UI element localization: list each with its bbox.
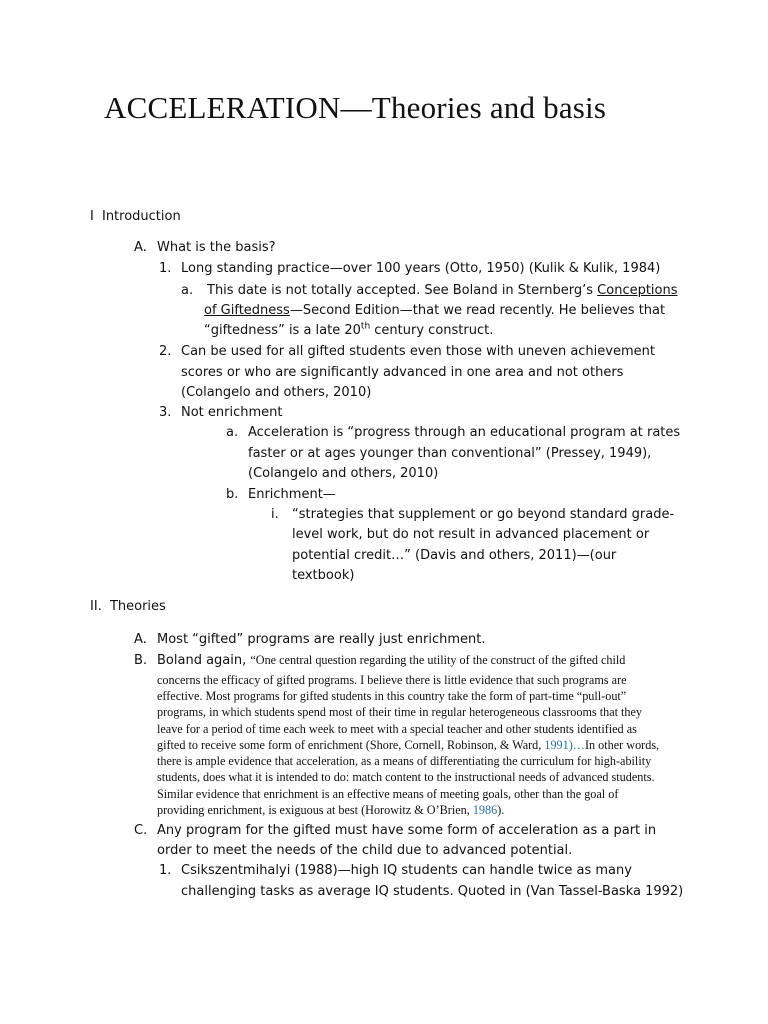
superscript: th [360,321,371,332]
outline-item-1a-line3 [204,321,493,341]
text-run: In other words, [584,738,660,752]
quote-line: leave for a period of time each week to meet with a special teacher and other students identified as [157,722,637,736]
text-run: —Second Edition—that we read recently. He believes that [289,303,666,318]
text-run: providing enrichment, is exiguous at best (Horowitz & O’Brien, [157,803,473,817]
outline-item-II-B-label: B. [134,653,148,668]
item-text: Long standing practice—over 100 years (Otto, 1950) (Kulik & Kulik, 1984) [181,261,661,276]
quote-line: Similar evidence that enrichment is an effective means of meeting goals, other than the goal of [157,787,619,801]
quote-line: effective. Most programs for gifted students in this country take the form of part-time “pull-out” [157,689,627,703]
outline-item-3a-line3: (Colangelo and others, 2010) [248,466,439,481]
quote-text: “One central question regarding the utility of the construct of the gifted child [250,653,626,667]
outline-item-3a-label: a. [226,425,239,440]
outline-item-A [134,238,276,258]
book-title-link: of Giftedness [204,303,290,318]
book-title-link: Conceptions [597,283,678,298]
text-run: “giftedness” is a late 20 [204,323,361,338]
outline-item-3b-text: Enrichment— [248,487,336,502]
outline-item-II-C1-line2: challenging tasks as average IQ students. Quoted in (Van Tassel-Baska 1992) [181,884,684,899]
section-ii-heading [90,599,166,614]
outline-item-2-line2: scores or who are significantly advanced in one area and not others [181,365,624,380]
section-title: Theories [109,599,166,614]
outline-item-3b-label: b. [226,487,239,502]
quote-line: there is ample evidence that acceleration, as a means of differentiating the curriculum for high-ability [157,754,652,768]
outline-item-3a-line1: Acceleration is “progress through an educational program at rates [248,425,681,440]
quote-line [157,802,504,818]
section-number: II. [90,599,102,614]
text-run: gifted to receive some form of enrichment (Shore, Cornell, Robinson, & Ward, [157,738,545,752]
outline-item-2-line1: Can be used for all gifted students even those with uneven achievement [181,344,655,359]
item-label: A. [134,240,147,255]
outline-item-II-B-line1 [157,651,625,671]
outline-item-1a-label: a. [181,283,194,298]
outline-item-1a-line2 [204,301,665,321]
outline-item-1a-line1 [207,281,678,301]
quote-line: students, does what it is intended to do: match content to the instructional needs of advanced students. [157,770,655,784]
section-title: Introduction [101,209,181,224]
item-text: Most “gifted” programs are really just enrichment. [157,632,486,647]
text-run: century construct. [370,323,494,338]
outline-item-3bi-line3: potential credit…” (Davis and others, 2011)—(our [292,548,617,563]
item-label: A. [134,632,147,647]
outline-item-II-C-label: C. [134,823,148,838]
quote-line: programs, in which students spend most of their time in regular heterogeneous classrooms that they [157,705,643,719]
item-text: What is the basis? [157,240,276,255]
citation-link[interactable]: 1991 [544,738,569,752]
section-number: I [90,209,94,224]
outline-item-1 [159,259,661,279]
outline-item-II-C1-label: 1. [159,863,172,878]
quote-line [157,737,659,753]
text-run: This date is not totally accepted. See Boland in Sternberg’s [207,283,598,298]
outline-item-3-text: Not enrichment [181,405,283,420]
outline-item-3bi-label: i. [271,507,279,522]
outline-item-3bi-line1: “strategies that supplement or go beyond standard grade- [292,507,675,522]
text-run: ). [497,803,505,817]
outline-item-2-line3: (Colangelo and others, 2010) [181,385,372,400]
outline-item-II-C-line1: Any program for the gifted must have some form of acceleration as a part in [157,823,657,838]
outline-item-II-C1-line1: Csikszentmihalyi (1988)—high IQ students can handle twice as many [181,863,632,878]
item-label: 1. [159,261,172,276]
outline-item-II-A [134,630,486,650]
quote-line: concerns the efficacy of gifted programs. I believe there is little evidence that such programs are [157,673,627,687]
outline-item-3bi-line2: level work, but do not result in advanced placement or [292,527,650,542]
citation-link[interactable]: 1986 [472,803,498,817]
outline-item-3bi-line4: textbook) [292,568,355,583]
outline-item-3-label: 3. [159,405,172,420]
text-run: Boland again, [157,653,251,668]
text-run: )… [568,738,585,752]
outline-item-II-C-line2: order to meet the needs of the child due to advanced potential. [157,843,573,858]
outline-item-2-label: 2. [159,344,172,359]
page-title: ACCELERATION—Theories and basis [104,90,607,125]
outline-item-3a-line2: faster or at ages younger than conventional” (Pressey, 1949), [248,446,652,461]
section-i-heading [90,209,181,224]
